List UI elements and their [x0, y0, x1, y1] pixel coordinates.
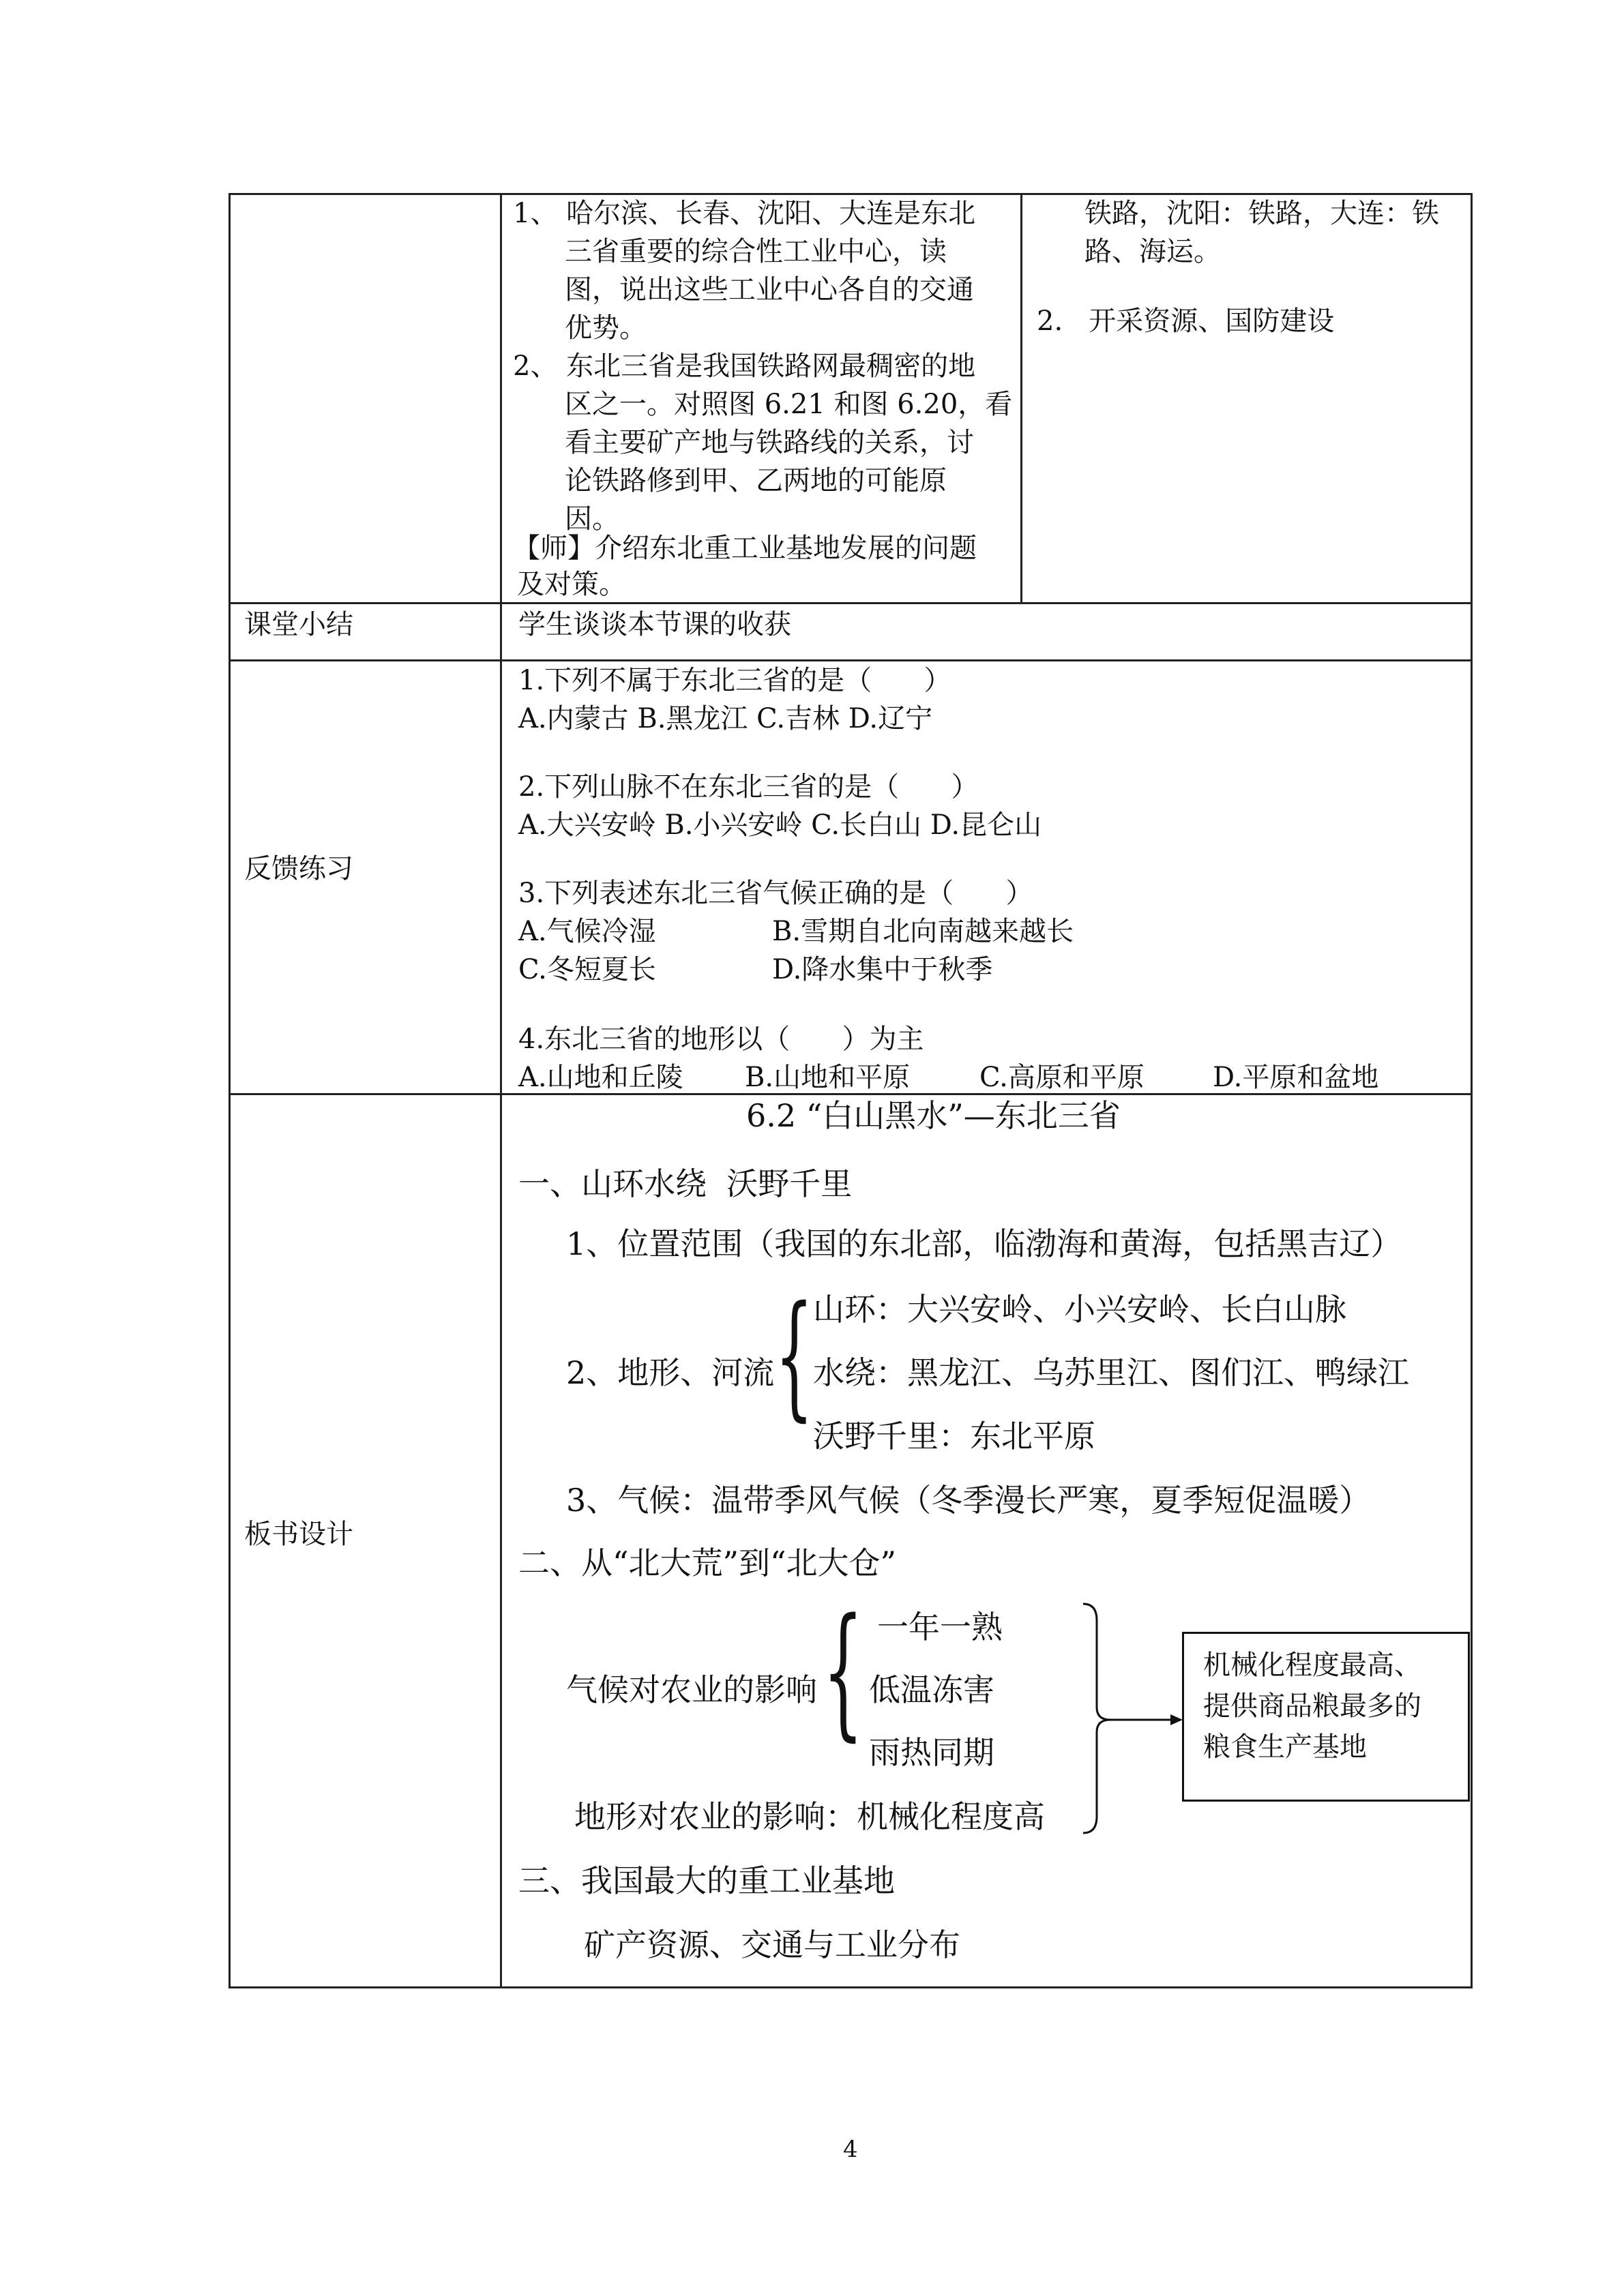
practice-q4-option-a: A.山地和丘陵 — [518, 1062, 683, 1093]
brace-icon: { — [823, 1587, 864, 1755]
climate-frost: 低温冻害 — [869, 1671, 994, 1708]
summary-content: 学生谈谈本节课的收获 — [518, 609, 791, 640]
board-section-1: 一、山环水绕 沃野千里 — [518, 1165, 853, 1202]
q1-line-4: 优势。 — [565, 312, 647, 344]
q2-line-2: 区之一。对照图 6.21 和图 6.20，看 — [565, 389, 1013, 420]
q2-line-1: 2、 东北三省是我国铁路网最稠密的地 — [513, 351, 976, 382]
board-label: 板书设计 — [244, 1519, 353, 1550]
teacher-line-2: 及对策。 — [517, 569, 626, 600]
board-section-3: 三、我国最大的重工业基地 — [518, 1862, 895, 1899]
answer-2: 2. 开采资源、国防建设 — [1037, 305, 1335, 337]
q1-line-3: 图，说出这些工业中心各自的交通 — [565, 274, 974, 305]
practice-q4: 4.东北三省的地形以（ ）为主 — [518, 1024, 924, 1055]
practice-q2-options: A.大兴安岭 B.小兴安岭 C.长白山 D.昆仑山 — [518, 809, 1042, 841]
practice-q3-option-d: D.降水集中于秋季 — [772, 954, 993, 985]
q2-line-5: 因。 — [565, 503, 619, 535]
teacher-line-1: 【师】介绍东北重工业基地发展的问题 — [513, 533, 977, 564]
table-border-bottom — [228, 1986, 1473, 1988]
q2-line-3: 看主要矿产地与铁路线的关系，讨 — [565, 427, 974, 458]
q1-line-2: 三省重要的综合性工业中心，读 — [565, 236, 947, 267]
practice-q4-option-d: D.平原和盆地 — [1213, 1062, 1379, 1093]
terrain-mountains: 山环：大兴安岭、小兴安岭、长白山脉 — [813, 1291, 1346, 1328]
board-item-climate: 3、气候：温带季风气候（冬季漫长严寒，夏季短促温暖） — [566, 1482, 1371, 1519]
terrain-agri: 地形对农业的影响：机械化程度高 — [574, 1798, 1045, 1835]
answer-1-line-2: 路、海运。 — [1084, 236, 1221, 267]
board-section-2: 二、从“北大荒”到“北大仓” — [518, 1545, 897, 1581]
terrain-rivers: 水绕：黑龙江、乌苏里江、图们江、鸭绿江 — [813, 1354, 1409, 1391]
table-row-divider-1 — [228, 602, 1473, 604]
practice-q3-option-a: A.气候冷湿 — [518, 916, 656, 947]
climate-rain-heat: 雨热同期 — [869, 1734, 994, 1771]
practice-q3-option-b: B.雪期自北向南越来越长 — [772, 916, 1074, 947]
practice-q4-option-c: C.高原和平原 — [979, 1062, 1145, 1093]
page-number: 4 — [843, 2136, 858, 2163]
result-line-1: 机械化程度最高、 — [1203, 1650, 1421, 1681]
table-border-right — [1471, 193, 1473, 1988]
answer-1-line-1: 铁路，沈阳：铁路，大连：铁 — [1084, 198, 1439, 229]
brace-icon: { — [775, 1277, 814, 1434]
bracket-arrow-icon — [1064, 1600, 1187, 1838]
board-item-position: 1、位置范围（我国的东北部，临渤海和黄海，包括黑吉辽） — [566, 1225, 1402, 1262]
practice-q4-option-b: B.山地和平原 — [745, 1062, 911, 1093]
climate-agri-label: 气候对农业的影响 — [566, 1671, 817, 1708]
practice-q3-option-c: C.冬短夏长 — [518, 954, 656, 985]
climate-one-crop: 一年一熟 — [877, 1609, 1003, 1645]
practice-q3: 3.下列表述东北三省气候正确的是（ ） — [518, 878, 1033, 909]
summary-label: 课堂小结 — [244, 609, 353, 640]
practice-q1: 1.下列不属于东北三省的是（ ） — [518, 665, 951, 696]
q2-line-4: 论铁路修到甲、乙两地的可能原 — [565, 465, 947, 496]
table-col-divider — [500, 193, 502, 1988]
practice-q2: 2.下列山脉不在东北三省的是（ ） — [518, 771, 979, 803]
table-border-left — [228, 193, 231, 1988]
table-inner-col-divider — [1020, 193, 1022, 603]
board-item-terrain-label: 2、地形、河流 — [566, 1354, 775, 1391]
practice-q1-options: A.内蒙古 B.黑龙江 C.吉林 D.辽宁 — [518, 703, 933, 734]
terrain-plain: 沃野千里：东北平原 — [813, 1418, 1095, 1455]
practice-label: 反馈练习 — [244, 853, 353, 884]
q1-line-1: 1、 哈尔滨、长春、沈阳、大连是东北 — [513, 198, 976, 229]
result-line-2: 提供商品粮最多的 — [1203, 1690, 1421, 1722]
result-box — [1182, 1632, 1470, 1802]
result-line-3: 粮食生产基地 — [1203, 1731, 1367, 1763]
board-title: 6.2 “白山黑水”—东北三省 — [746, 1097, 1121, 1134]
board-item-industry: 矿产资源、交通与工业分布 — [584, 1926, 960, 1963]
